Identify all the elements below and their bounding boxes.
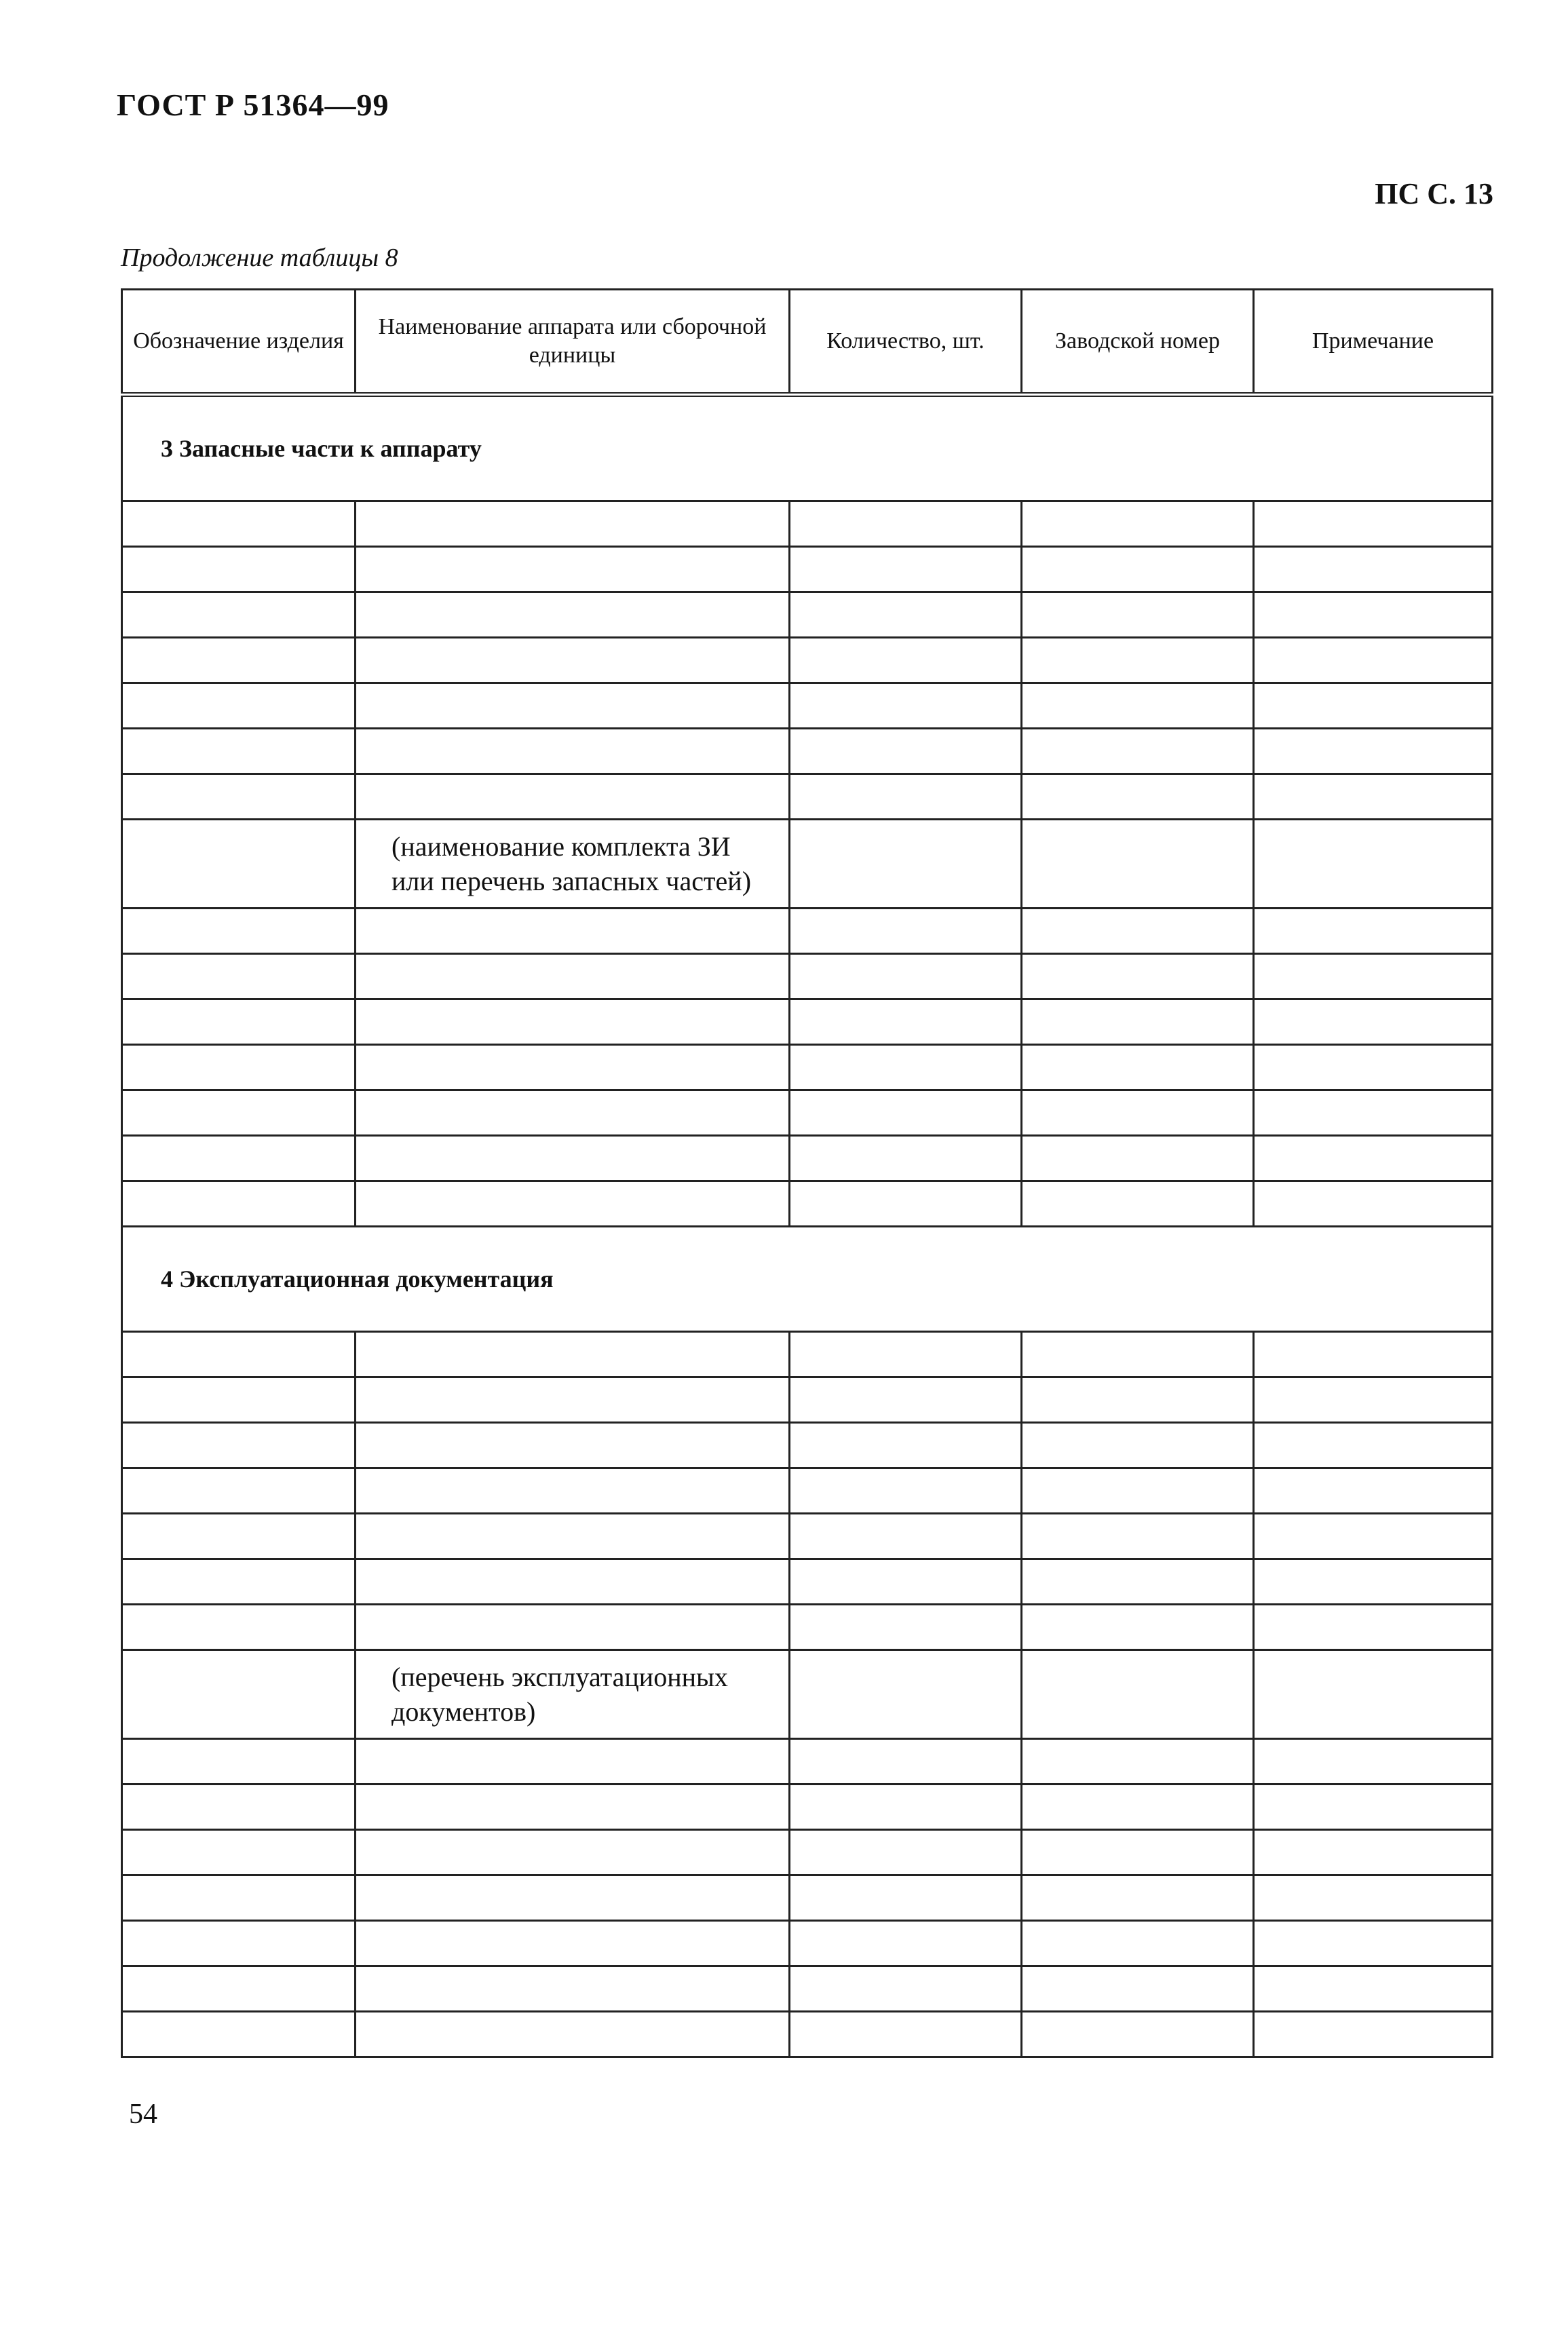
table-cell — [356, 1966, 790, 2012]
column-header: Примечание — [1254, 290, 1493, 395]
section-note: (перечень эксплуатационных документов) — [356, 1650, 790, 1739]
table-cell — [1254, 1332, 1493, 1377]
table-cell — [790, 1605, 1022, 1650]
table-row — [122, 638, 1493, 683]
table-cell — [1022, 2012, 1254, 2057]
table-cell — [1254, 909, 1493, 954]
table-row — [122, 1921, 1493, 1966]
table-cell — [122, 729, 356, 774]
table-cell — [790, 954, 1022, 999]
table-cell — [1022, 1650, 1254, 1739]
table-cell — [790, 774, 1022, 820]
table-cell — [122, 774, 356, 820]
table-cell — [1254, 2012, 1493, 2057]
section-title: 3 Запасные части к аппарату — [122, 395, 1493, 501]
table-cell — [1022, 999, 1254, 1045]
table-cell — [790, 1650, 1022, 1739]
table-cell — [790, 1559, 1022, 1605]
table-cell — [122, 909, 356, 954]
table-cell — [790, 547, 1022, 592]
column-header: Заводской номер — [1022, 290, 1254, 395]
table-cell — [356, 2012, 790, 2057]
table-cell — [1022, 909, 1254, 954]
table-cell — [1022, 1377, 1254, 1423]
table-cell — [356, 1377, 790, 1423]
table-cell — [790, 2012, 1022, 2057]
table-cell — [1022, 1045, 1254, 1090]
table-cell — [356, 1830, 790, 1875]
table-cell — [1254, 1377, 1493, 1423]
table-cell — [1254, 820, 1493, 909]
table-cell — [1254, 954, 1493, 999]
table-cell — [1022, 820, 1254, 909]
section-title-row — [122, 395, 1493, 501]
section-title-row — [122, 1227, 1493, 1332]
table-cell — [790, 1045, 1022, 1090]
table-cell — [122, 1332, 356, 1377]
table-cell — [1254, 1739, 1493, 1785]
table-cell — [790, 1136, 1022, 1181]
table-cell — [356, 638, 790, 683]
table-cell — [122, 1739, 356, 1785]
table-cell — [1254, 1830, 1493, 1875]
table-row — [122, 1045, 1493, 1090]
table-cell — [356, 1090, 790, 1136]
table-row — [122, 1875, 1493, 1921]
table-cell — [122, 1090, 356, 1136]
table-row — [122, 954, 1493, 999]
table-cell — [1022, 638, 1254, 683]
table-cell — [1022, 592, 1254, 638]
table-cell — [790, 1090, 1022, 1136]
table-cell — [790, 1830, 1022, 1875]
column-header: Обозначение изделия — [122, 290, 356, 395]
section-note: (наименование комплекта ЗИ или перечень запасных частей) — [356, 820, 790, 909]
standard-code: ГОСТ Р 51364—99 — [117, 88, 389, 122]
table-cell — [1022, 729, 1254, 774]
table-row — [122, 1559, 1493, 1605]
table-cell — [356, 1514, 790, 1559]
table-row — [122, 1468, 1493, 1514]
table-row — [122, 1966, 1493, 2012]
table-cell — [356, 1605, 790, 1650]
table-row — [122, 774, 1493, 820]
table-cell — [1022, 1921, 1254, 1966]
table-cell — [122, 2012, 356, 2057]
table-cell — [356, 1332, 790, 1377]
table-cell — [356, 1559, 790, 1605]
table-cell — [122, 1875, 356, 1921]
table-cell — [1254, 999, 1493, 1045]
table-cell — [356, 729, 790, 774]
table-cell — [122, 1377, 356, 1423]
table-cell — [122, 1136, 356, 1181]
table-row — [122, 1605, 1493, 1650]
table-cell — [1022, 1332, 1254, 1377]
table-cell — [122, 1514, 356, 1559]
table-cell — [1254, 1468, 1493, 1514]
table-cell — [122, 683, 356, 729]
table-cell — [1254, 1514, 1493, 1559]
table-row — [122, 909, 1493, 954]
table-cell — [122, 592, 356, 638]
table-cell — [122, 1045, 356, 1090]
table-cell — [356, 1785, 790, 1830]
table-cell — [356, 1739, 790, 1785]
table-row — [122, 2012, 1493, 2057]
column-header: Наименование аппарата или сборочной единицы — [356, 290, 790, 395]
table-cell — [790, 729, 1022, 774]
table-cell — [1254, 1966, 1493, 2012]
table-cell — [1254, 729, 1493, 774]
table-cell — [1022, 683, 1254, 729]
table-cell — [790, 820, 1022, 909]
table-header-row — [122, 290, 1493, 395]
table-cell — [790, 1966, 1022, 2012]
table-cell — [790, 1514, 1022, 1559]
table-row — [122, 820, 1493, 909]
table-cell — [122, 1605, 356, 1650]
table-cell — [1022, 1090, 1254, 1136]
page-number: 54 — [129, 2099, 157, 2130]
table-cell — [1022, 954, 1254, 999]
table-row — [122, 999, 1493, 1045]
table-cell — [356, 774, 790, 820]
table-row — [122, 1332, 1493, 1377]
table-cell — [1254, 1136, 1493, 1181]
table-cell — [1022, 1468, 1254, 1514]
table-cell — [1022, 1785, 1254, 1830]
table-cell — [356, 1468, 790, 1514]
table-cell — [1022, 1875, 1254, 1921]
table-row — [122, 1830, 1493, 1875]
table-caption: Продолжение таблицы 8 — [121, 244, 398, 272]
table-cell — [1022, 501, 1254, 547]
table-cell — [122, 1830, 356, 1875]
table-cell — [790, 1785, 1022, 1830]
table-cell — [122, 1468, 356, 1514]
column-header: Количество, шт. — [790, 290, 1022, 395]
table-cell — [1254, 1921, 1493, 1966]
table-row — [122, 1090, 1493, 1136]
table-cell — [1022, 774, 1254, 820]
table-cell — [122, 820, 356, 909]
table-cell — [1254, 1875, 1493, 1921]
table-cell — [790, 1468, 1022, 1514]
table-cell — [1254, 1785, 1493, 1830]
table-cell — [790, 909, 1022, 954]
table-cell — [122, 1785, 356, 1830]
table-cell — [1022, 1181, 1254, 1227]
table-cell — [356, 909, 790, 954]
table-cell — [790, 1423, 1022, 1468]
table-cell — [1254, 774, 1493, 820]
table-cell — [356, 999, 790, 1045]
table-cell — [122, 1966, 356, 2012]
table-cell — [1254, 683, 1493, 729]
page-reference: ПС С. 13 — [1375, 177, 1493, 210]
table-cell — [122, 1181, 356, 1227]
table-cell — [356, 592, 790, 638]
table-row — [122, 729, 1493, 774]
table-cell — [790, 638, 1022, 683]
table-row — [122, 1181, 1493, 1227]
table-cell — [122, 1921, 356, 1966]
table-cell — [122, 999, 356, 1045]
table-row — [122, 592, 1493, 638]
table-cell — [356, 1875, 790, 1921]
table-cell — [790, 1739, 1022, 1785]
table-cell — [1254, 592, 1493, 638]
table-cell — [1022, 1559, 1254, 1605]
section-title: 4 Эксплуатационная документация — [122, 1227, 1493, 1332]
table-cell — [1254, 638, 1493, 683]
table-cell — [1022, 1136, 1254, 1181]
table-row — [122, 1514, 1493, 1559]
table-row — [122, 1650, 1493, 1739]
table-cell — [1022, 1423, 1254, 1468]
table-cell — [122, 1423, 356, 1468]
table-cell — [790, 1377, 1022, 1423]
table-cell — [1254, 1045, 1493, 1090]
table-cell — [1254, 1181, 1493, 1227]
table-row — [122, 1785, 1493, 1830]
table-cell — [1254, 1605, 1493, 1650]
table-cell — [790, 1921, 1022, 1966]
table-cell — [1022, 1966, 1254, 2012]
table-cell — [1022, 1605, 1254, 1650]
table-cell — [1022, 1514, 1254, 1559]
table-row — [122, 501, 1493, 547]
table-cell — [1254, 1090, 1493, 1136]
table-cell — [790, 999, 1022, 1045]
table-cell — [1022, 1739, 1254, 1785]
table-cell — [790, 501, 1022, 547]
table-cell — [790, 592, 1022, 638]
table-cell — [122, 1559, 356, 1605]
table-cell — [356, 1045, 790, 1090]
table-cell — [122, 547, 356, 592]
table-cell — [122, 501, 356, 547]
table-cell — [790, 1332, 1022, 1377]
table-cell — [790, 1875, 1022, 1921]
table-cell — [1022, 547, 1254, 592]
table-row — [122, 1377, 1493, 1423]
table-row — [122, 1423, 1493, 1468]
table-cell — [122, 638, 356, 683]
table-row — [122, 1739, 1493, 1785]
table-cell — [356, 1181, 790, 1227]
table-cell — [1254, 1559, 1493, 1605]
table-cell — [1254, 547, 1493, 592]
specification-table — [121, 288, 1491, 2058]
table-row — [122, 683, 1493, 729]
table-cell — [790, 683, 1022, 729]
table-cell — [356, 1136, 790, 1181]
table-cell — [356, 954, 790, 999]
table-cell — [356, 501, 790, 547]
table-cell — [356, 1921, 790, 1966]
table-cell — [356, 683, 790, 729]
table-row — [122, 1136, 1493, 1181]
table-cell — [1022, 1830, 1254, 1875]
table-cell — [122, 1650, 356, 1739]
table-cell — [122, 954, 356, 999]
table-cell — [1254, 1650, 1493, 1739]
table-cell — [356, 1423, 790, 1468]
table-cell — [790, 1181, 1022, 1227]
table-cell — [1254, 501, 1493, 547]
table-cell — [1254, 1423, 1493, 1468]
table-row — [122, 547, 1493, 592]
table-cell — [356, 547, 790, 592]
